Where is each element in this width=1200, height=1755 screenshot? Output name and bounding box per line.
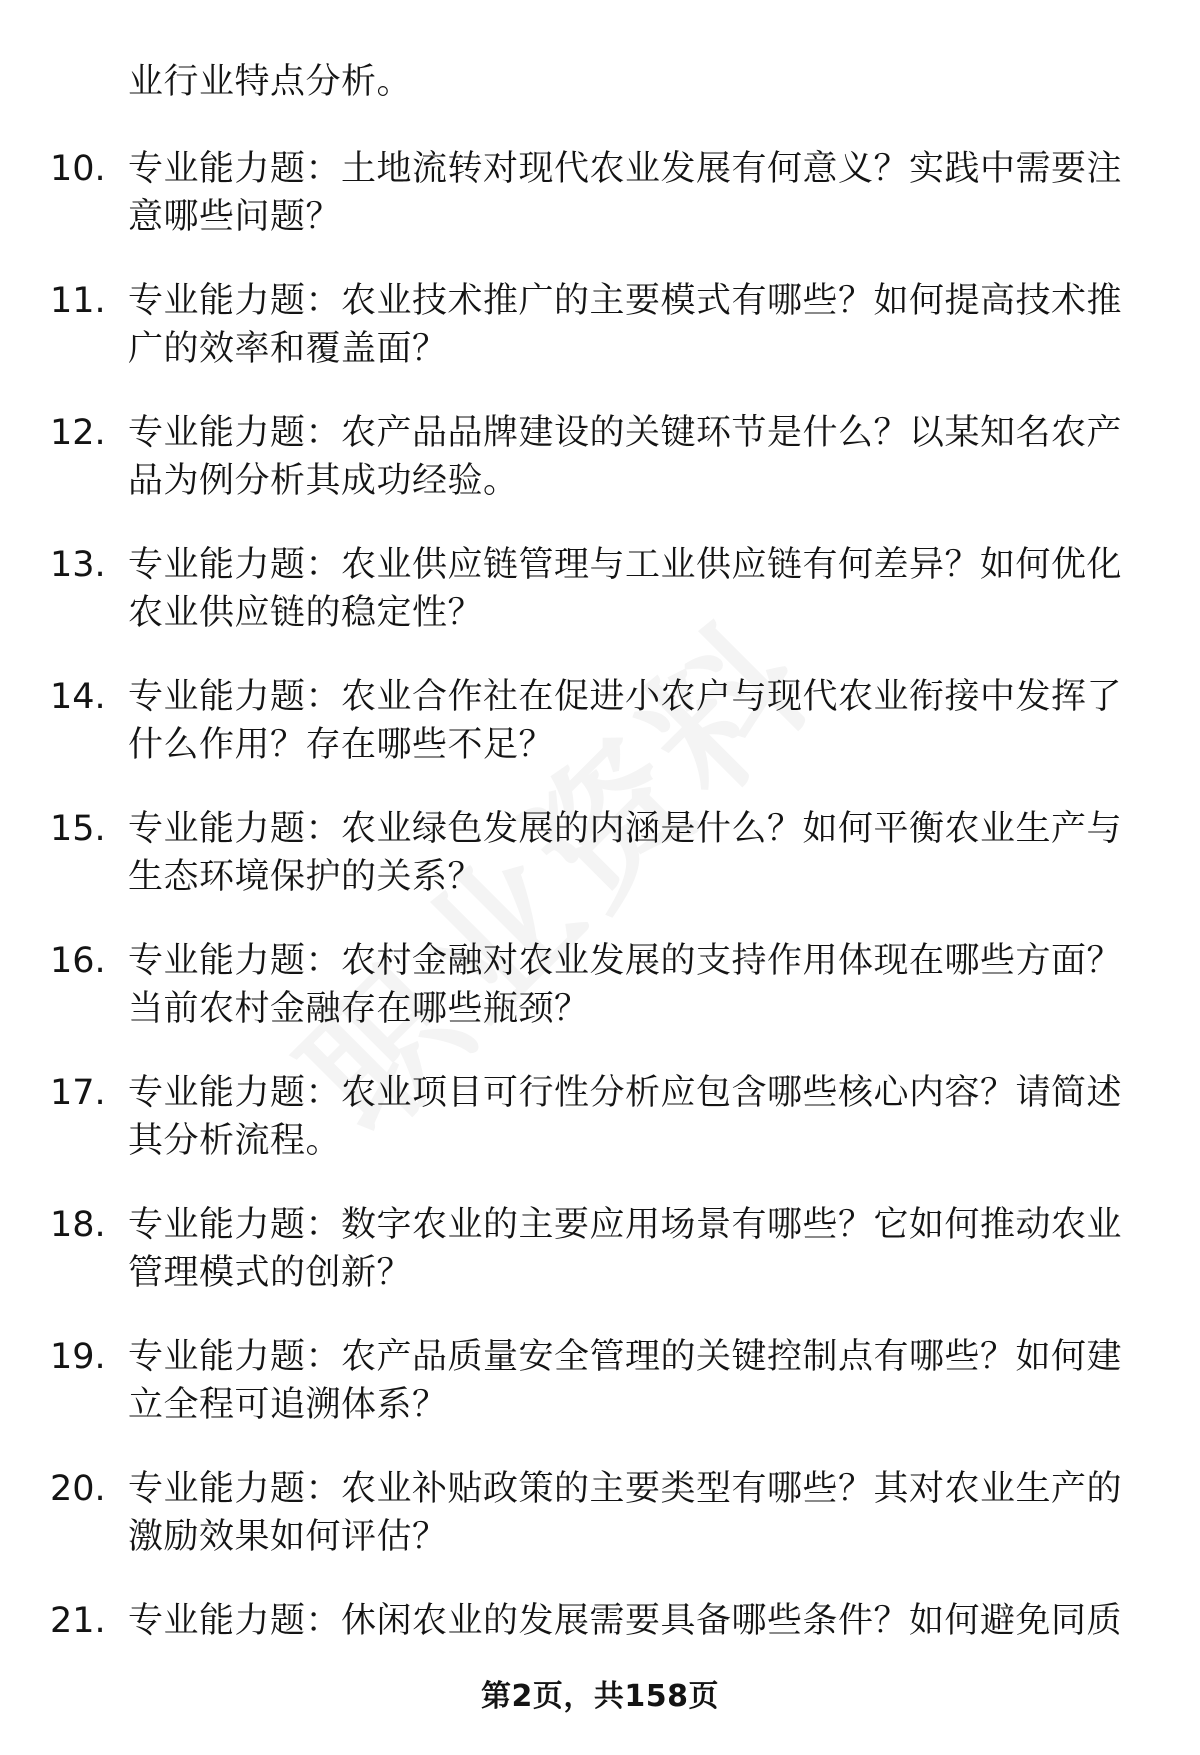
item-text: 专业能力题：农产品品牌建设的关键环节是什么？以某知名农产品为例分析其成功经验。 <box>128 413 1123 501</box>
item-text: 专业能力题：农产品质量安全管理的关键控制点有哪些？如何建立全程可追溯体系？ <box>128 1337 1123 1425</box>
item-text: 专业能力题：农业项目可行性分析应包含哪些核心内容？请简述其分析流程。 <box>128 1073 1123 1161</box>
list-item <box>0 1201 1200 1333</box>
list-item <box>0 673 1200 805</box>
list-item <box>0 277 1200 409</box>
item-text: 专业能力题：农村金融对农业发展的支持作用体现在哪些方面？当前农村金融存在哪些瓶颈？ <box>128 941 1123 1029</box>
item-number: 12. <box>50 413 106 453</box>
item-text: 专业能力题：农业技术推广的主要模式有哪些？如何提高技术推广的效率和覆盖面？ <box>128 281 1123 369</box>
item-text: 专业能力题：农业绿色发展的内涵是什么？如何平衡农业生产与生态环境保护的关系？ <box>128 809 1123 897</box>
item-text: 专业能力题：农业合作社在促进小农户与现代农业衔接中发挥了什么作用？存在哪些不足？ <box>128 677 1123 765</box>
list-item <box>0 1465 1200 1597</box>
item-number: 21. <box>50 1601 106 1641</box>
item-number: 17. <box>50 1073 106 1113</box>
question-list <box>0 145 1200 1729</box>
list-item <box>0 805 1200 937</box>
item-number: 14. <box>50 677 106 717</box>
item-text: 专业能力题：休闲农业的发展需要具备哪些条件？如何避免同质 <box>128 1601 1123 1641</box>
list-item <box>0 1069 1200 1201</box>
item-number: 19. <box>50 1337 106 1377</box>
item-text: 专业能力题：土地流转对现代农业发展有何意义？实践中需要注意哪些问题？ <box>128 149 1123 237</box>
list-item <box>0 937 1200 1069</box>
list-item <box>0 1333 1200 1465</box>
item-number: 11. <box>50 281 106 321</box>
item-number: 18. <box>50 1205 106 1245</box>
list-item <box>0 541 1200 673</box>
list-item <box>0 145 1200 277</box>
item-number: 13. <box>50 545 106 585</box>
page-footer: 第2页，共158页 <box>481 1679 719 1714</box>
item-text: 专业能力题：农业补贴政策的主要类型有哪些？其对农业生产的激励效果如何评估？ <box>128 1469 1123 1557</box>
continuation-text: 业行业特点分析。 <box>128 62 413 102</box>
item-number: 15. <box>50 809 106 849</box>
item-number: 20. <box>50 1469 106 1509</box>
item-text: 专业能力题：数字农业的主要应用场景有哪些？它如何推动农业管理模式的创新？ <box>128 1205 1123 1293</box>
item-number: 16. <box>50 941 106 981</box>
list-item <box>0 409 1200 541</box>
item-number: 10. <box>50 149 106 189</box>
item-text: 专业能力题：农业供应链管理与工业供应链有何差异？如何优化农业供应链的稳定性？ <box>128 545 1123 633</box>
